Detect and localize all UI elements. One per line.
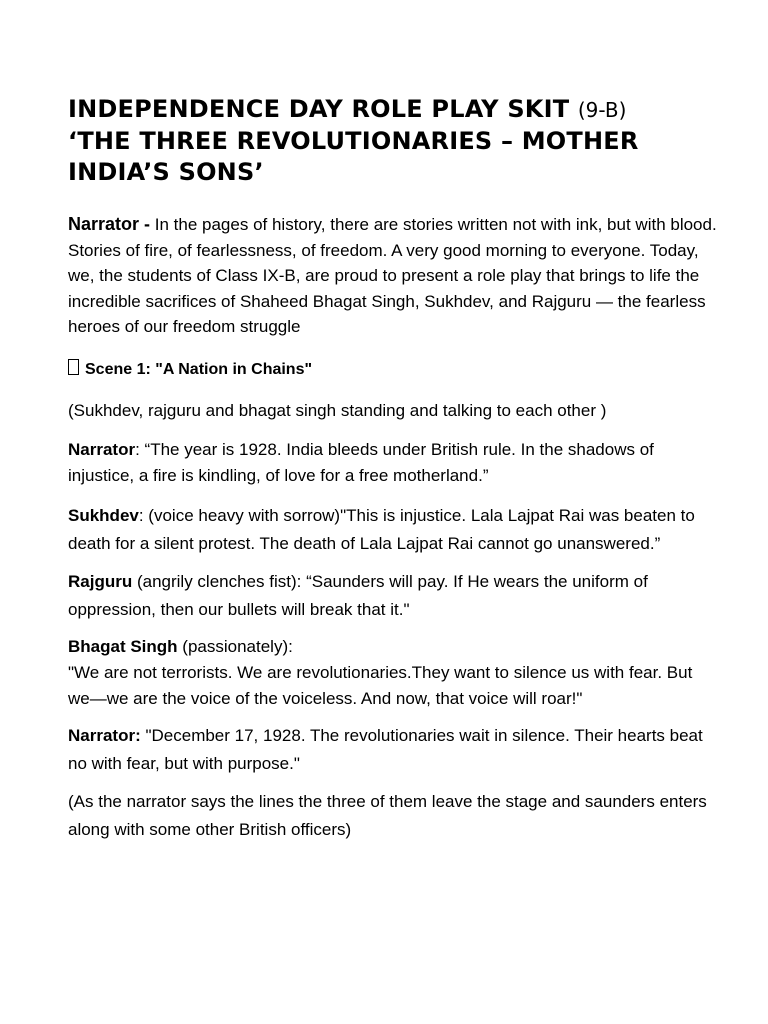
title-class-tag: (9-B): [577, 98, 627, 122]
scene-1-heading: [68, 358, 718, 382]
title-line-1: [68, 94, 718, 126]
stage-direction-1: (Sukhdev, rajguru and bhagat singh standing and talking to each other ): [68, 400, 607, 420]
sukhdev-speaker: Sukhdev: [68, 506, 139, 525]
narrator-text-2: "December 17, 1928. The revolutionaries wait in silence. Their hearts beat no with fear, but with purpose.": [68, 726, 703, 773]
bhagat-singh-line: [68, 634, 718, 712]
scene-1-title: Scene 1: "A Nation in Chains": [85, 360, 313, 378]
rajguru-text: (angrily clenches fist): “Saunders will pay. If He wears the uniform of oppression, then our bullets will break that it.": [68, 572, 648, 619]
intro-speaker: Narrator -: [68, 214, 151, 234]
document-page: [68, 94, 718, 844]
rajguru-speaker: Rajguru: [68, 572, 133, 591]
intro-text: In the pages of history, there are stories written not with ink, but with blood. Stories of fire, of fearlessness, of freedom. A very good morning to everyone. Today, we, the students of Class IX-B, are proud to present a role play that brings to life the incredible sacrifices of Shaheed Bhagat Singh, Sukhdev, and Rajguru — the fearless heroes of our freedom struggle: [68, 215, 717, 336]
bhagat-text: "We are not terrorists. We are revolutionaries.They want to silence us with fear. But we—we are the voice of the voiceless. And now, that voice will roar!": [68, 663, 693, 708]
narrator-line-2: [68, 722, 718, 778]
sukhdev-text: : (voice heavy with sorrow)"This is injustice. Lala Lajpat Rai was beaten to death for a silent protest. The death of Lala Lajpat Rai cannot go unanswered.”: [68, 506, 695, 553]
bhagat-speaker: Bhagat Singh: [68, 637, 178, 656]
document-title: [68, 94, 718, 188]
title-line-2: ‘THE THREE REVOLUTIONARIES – MOTHER: [68, 127, 639, 155]
intro-paragraph: [68, 212, 718, 340]
narrator-speaker-2: Narrator:: [68, 726, 141, 745]
bhagat-direction: (passionately):: [177, 637, 293, 656]
missing-glyph-icon: [68, 359, 79, 375]
narrator-speaker-1: Narrator: [68, 440, 136, 459]
sukhdev-line: [68, 502, 718, 558]
stage-direction-2: (As the narrator says the lines the three of them leave the stage and saunders enters along with some other British officers): [68, 792, 707, 839]
narrator-line-1: [68, 437, 718, 488]
narrator-text-1: : “The year is 1928. India bleeds under British rule. In the shadows of injustice, a fire is kindling, of love for a free motherland.”: [68, 440, 654, 485]
title-main: INDEPENDENCE DAY ROLE PLAY SKIT: [68, 95, 570, 123]
title-line-3: INDIA’S SONS’: [68, 158, 264, 186]
rajguru-line: [68, 568, 718, 624]
